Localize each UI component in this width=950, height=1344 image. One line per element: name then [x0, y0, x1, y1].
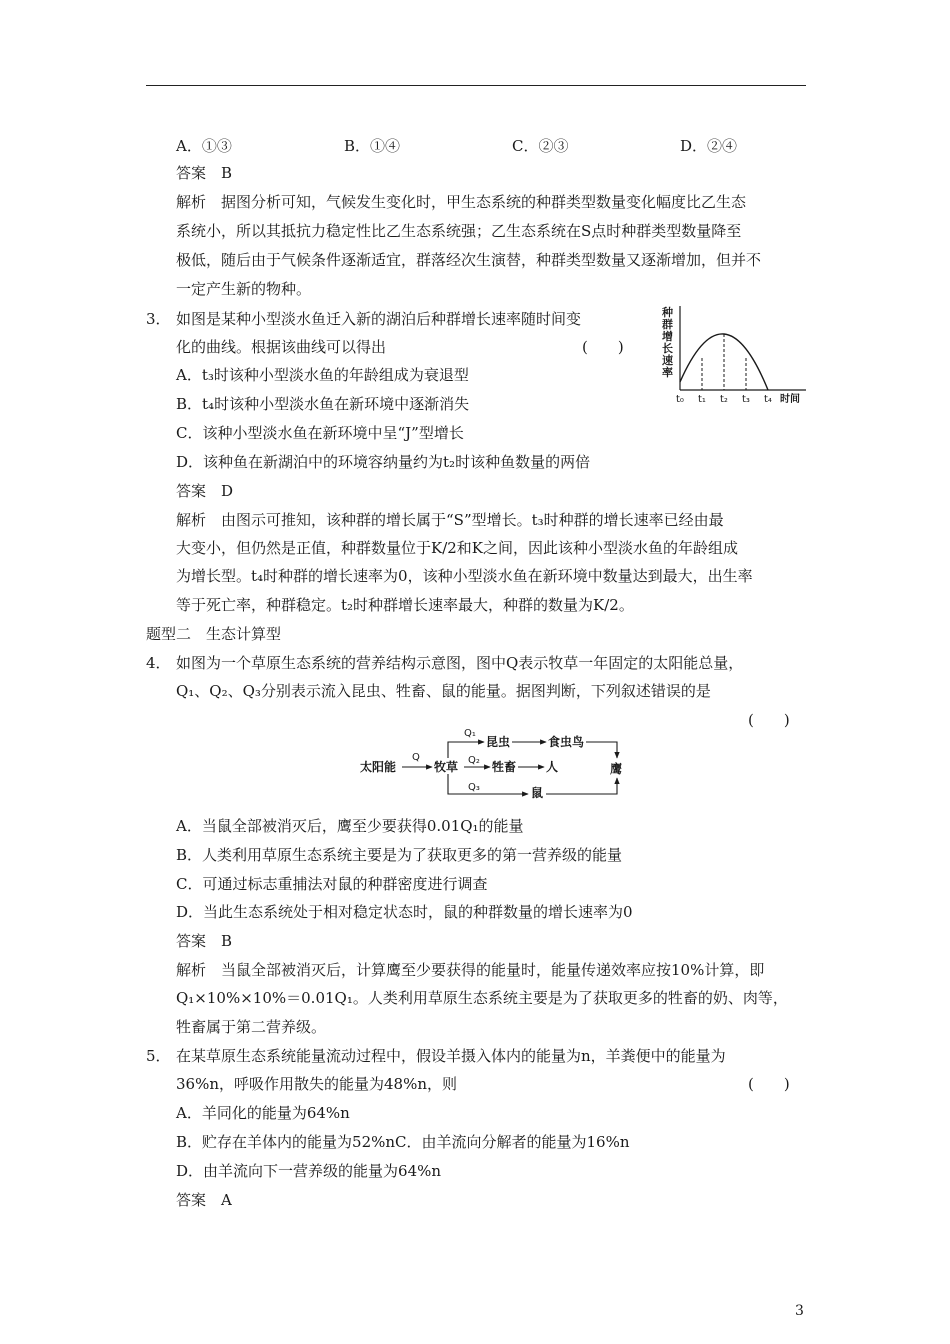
graph-y-label [661, 305, 673, 379]
q4-number: 4． [146, 654, 171, 672]
q4-answer-blank: ( ) [748, 711, 790, 729]
q3-option-a: A．t₃时该种小型淡水鱼的年龄组成为衰退型 [176, 366, 469, 384]
tick-t1: t₁ [698, 394, 706, 405]
q5-stem-line: 在某草原生态系统能量流动过程中，假设羊摄入体内的能量为n，羊粪便中的能量为 [176, 1047, 726, 1065]
label-q2: Q₂ [468, 755, 480, 766]
q2-explanation-line: 解析 据图分析可知，气候发生变化时，甲生态系统的种群类型数量变化幅度比乙生态 [176, 193, 747, 211]
graph-y-label-char: 种 [662, 306, 673, 319]
header-rule [146, 85, 806, 86]
q5-option-d: D．由羊流向下一营养级的能量为64%n [176, 1162, 442, 1180]
graph-x-label: 时间 [780, 394, 800, 405]
arrow-bird-eagle [586, 742, 617, 758]
graph-y-label-char: 速 [662, 354, 673, 367]
q3-growth-rate-graph [656, 302, 814, 410]
q4-option-a: A．当鼠全部被消灭后，鹰至少要获得0.01Q₁的能量 [176, 817, 524, 835]
node-livestock: 牲畜 [492, 760, 517, 774]
q3-answer-blank: ( ) [582, 338, 624, 356]
page-number: 3 [795, 1303, 804, 1319]
q3-explanation-line: 解析 由图示可推知，该种群的增长属于“S”型增长。t₃时种群的增长速率已经由最 [176, 511, 724, 529]
graph-y-label-char: 长 [662, 342, 673, 355]
q3-option-d: D．该种鱼在新湖泊中的环境容纳量约为t₂时该种鱼数量的两倍 [176, 453, 591, 471]
q3-answer: 答案 D [176, 482, 234, 500]
q4-explanation-line: 牲畜属于第二营养级。 [176, 1018, 327, 1036]
q4-explanation-line: 解析 当鼠全部被消灭后，计算鹰至少要获得的能量时，能量传递效率应按10%计算，即 [176, 961, 765, 979]
label-q3: Q₃ [468, 782, 480, 793]
q3-option-c: C．该种小型淡水鱼在新环境中呈“J”型增长 [176, 424, 464, 442]
q3-explanation-line: 等于死亡率，种群稳定。t₂时种群增长速率最大，种群的数量为K/2。 [176, 596, 634, 614]
node-sun: 太阳能 [360, 760, 397, 774]
q4-explanation-line: Q₁×10%×10%＝0.01Q₁。人类利用草原生态系统主要是为了获取更多的牲畜的奶、肉等， [176, 989, 788, 1007]
tick-t2: t₂ [720, 394, 728, 405]
tick-t4: t₄ [764, 394, 772, 405]
q5-number: 5． [146, 1047, 171, 1065]
q3-explanation-line: 为增长型。t₄时种群的增长速率为0，该种小型淡水鱼在新环境中数量达到最大，出生率 [176, 567, 753, 585]
q2-explanation-line: 系统小，所以其抵抗力稳定性比乙生态系统强；乙生态系统在S点时种群类型数量降至 [176, 222, 742, 240]
tick-t0: t₀ [676, 394, 684, 405]
q2-explanation-line: 一定产生新的物种。 [176, 280, 312, 298]
arrow-mouse-eagle [546, 778, 617, 794]
q2-option-c: C．②③ [512, 137, 569, 155]
q5-answer-blank: ( ) [748, 1075, 790, 1093]
q4-food-web-diagram [356, 722, 632, 802]
node-insect: 昆虫 [486, 735, 511, 749]
q3-stem-line: 如图是某种小型淡水鱼迁入新的湖泊后种群增长速率随时间变 [176, 310, 582, 328]
q3-stem-line: 化的曲线。根据该曲线可以得出 [176, 338, 387, 356]
q3-explanation-line: 大变小，但仍然是正值，种群数量位于K/2和K之间，因此该种小型淡水鱼的年龄组成 [176, 539, 739, 557]
node-eagle: 鹰 [610, 762, 623, 776]
q4-option-d: D．当此生态系统处于相对稳定状态时，鼠的种群数量的增长速率为0 [176, 903, 633, 921]
q4-option-c: C．可通过标志重捕法对鼠的种群密度进行调查 [176, 875, 488, 893]
node-bird: 食虫鸟 [548, 735, 585, 749]
q3-number: 3． [146, 310, 171, 328]
node-mouse: 鼠 [531, 786, 544, 800]
q2-answer: 答案 B [176, 164, 233, 182]
q2-option-d: D．②④ [680, 137, 738, 155]
node-human: 人 [546, 760, 559, 774]
arrow-grass-mouse [448, 774, 528, 794]
q2-option-b: B．①④ [344, 137, 401, 155]
graph-y-label-char: 率 [662, 366, 673, 379]
label-q1: Q₁ [464, 728, 476, 739]
q4-stem-line: 如图为一个草原生态系统的营养结构示意图，图中Q表示牧草一年固定的太阳能总量， [176, 654, 744, 672]
label-q: Q [412, 752, 420, 763]
q3-option-b: B．t₄时该种小型淡水鱼在新环境中逐渐消失 [176, 395, 470, 413]
q5-option-b: B．贮存在羊体内的能量为52%nC．由羊流向分解者的能量为16%n [176, 1133, 630, 1151]
q5-answer: 答案 A [176, 1191, 232, 1209]
q4-answer: 答案 B [176, 932, 233, 950]
graph-x-ticks [676, 392, 800, 405]
q4-stem-line: Q₁、Q₂、Q₃分别表示流入昆虫、牲畜、鼠的能量。据图判断，下列叙述错误的是 [176, 682, 711, 700]
node-grass: 牧草 [434, 760, 459, 774]
graph-y-label-char: 增 [662, 330, 673, 343]
tick-t3: t₃ [742, 394, 750, 405]
section-title: 题型二 生态计算型 [146, 625, 282, 643]
q4-option-b: B．人类利用草原生态系统主要是为了获取更多的第一营养级的能量 [176, 846, 623, 864]
q2-option-a: A．①③ [176, 137, 232, 155]
q2-explanation-line: 极低，随后由于气候条件逐渐适宜，群落经次生演替，种群类型数量又逐渐增加，但并不 [176, 251, 762, 269]
q5-stem-line: 36%n，呼吸作用散失的能量为48%n，则 [176, 1075, 458, 1093]
graph-y-label-char: 群 [662, 318, 673, 331]
q5-option-a: A．羊同化的能量为64%n [176, 1104, 350, 1122]
